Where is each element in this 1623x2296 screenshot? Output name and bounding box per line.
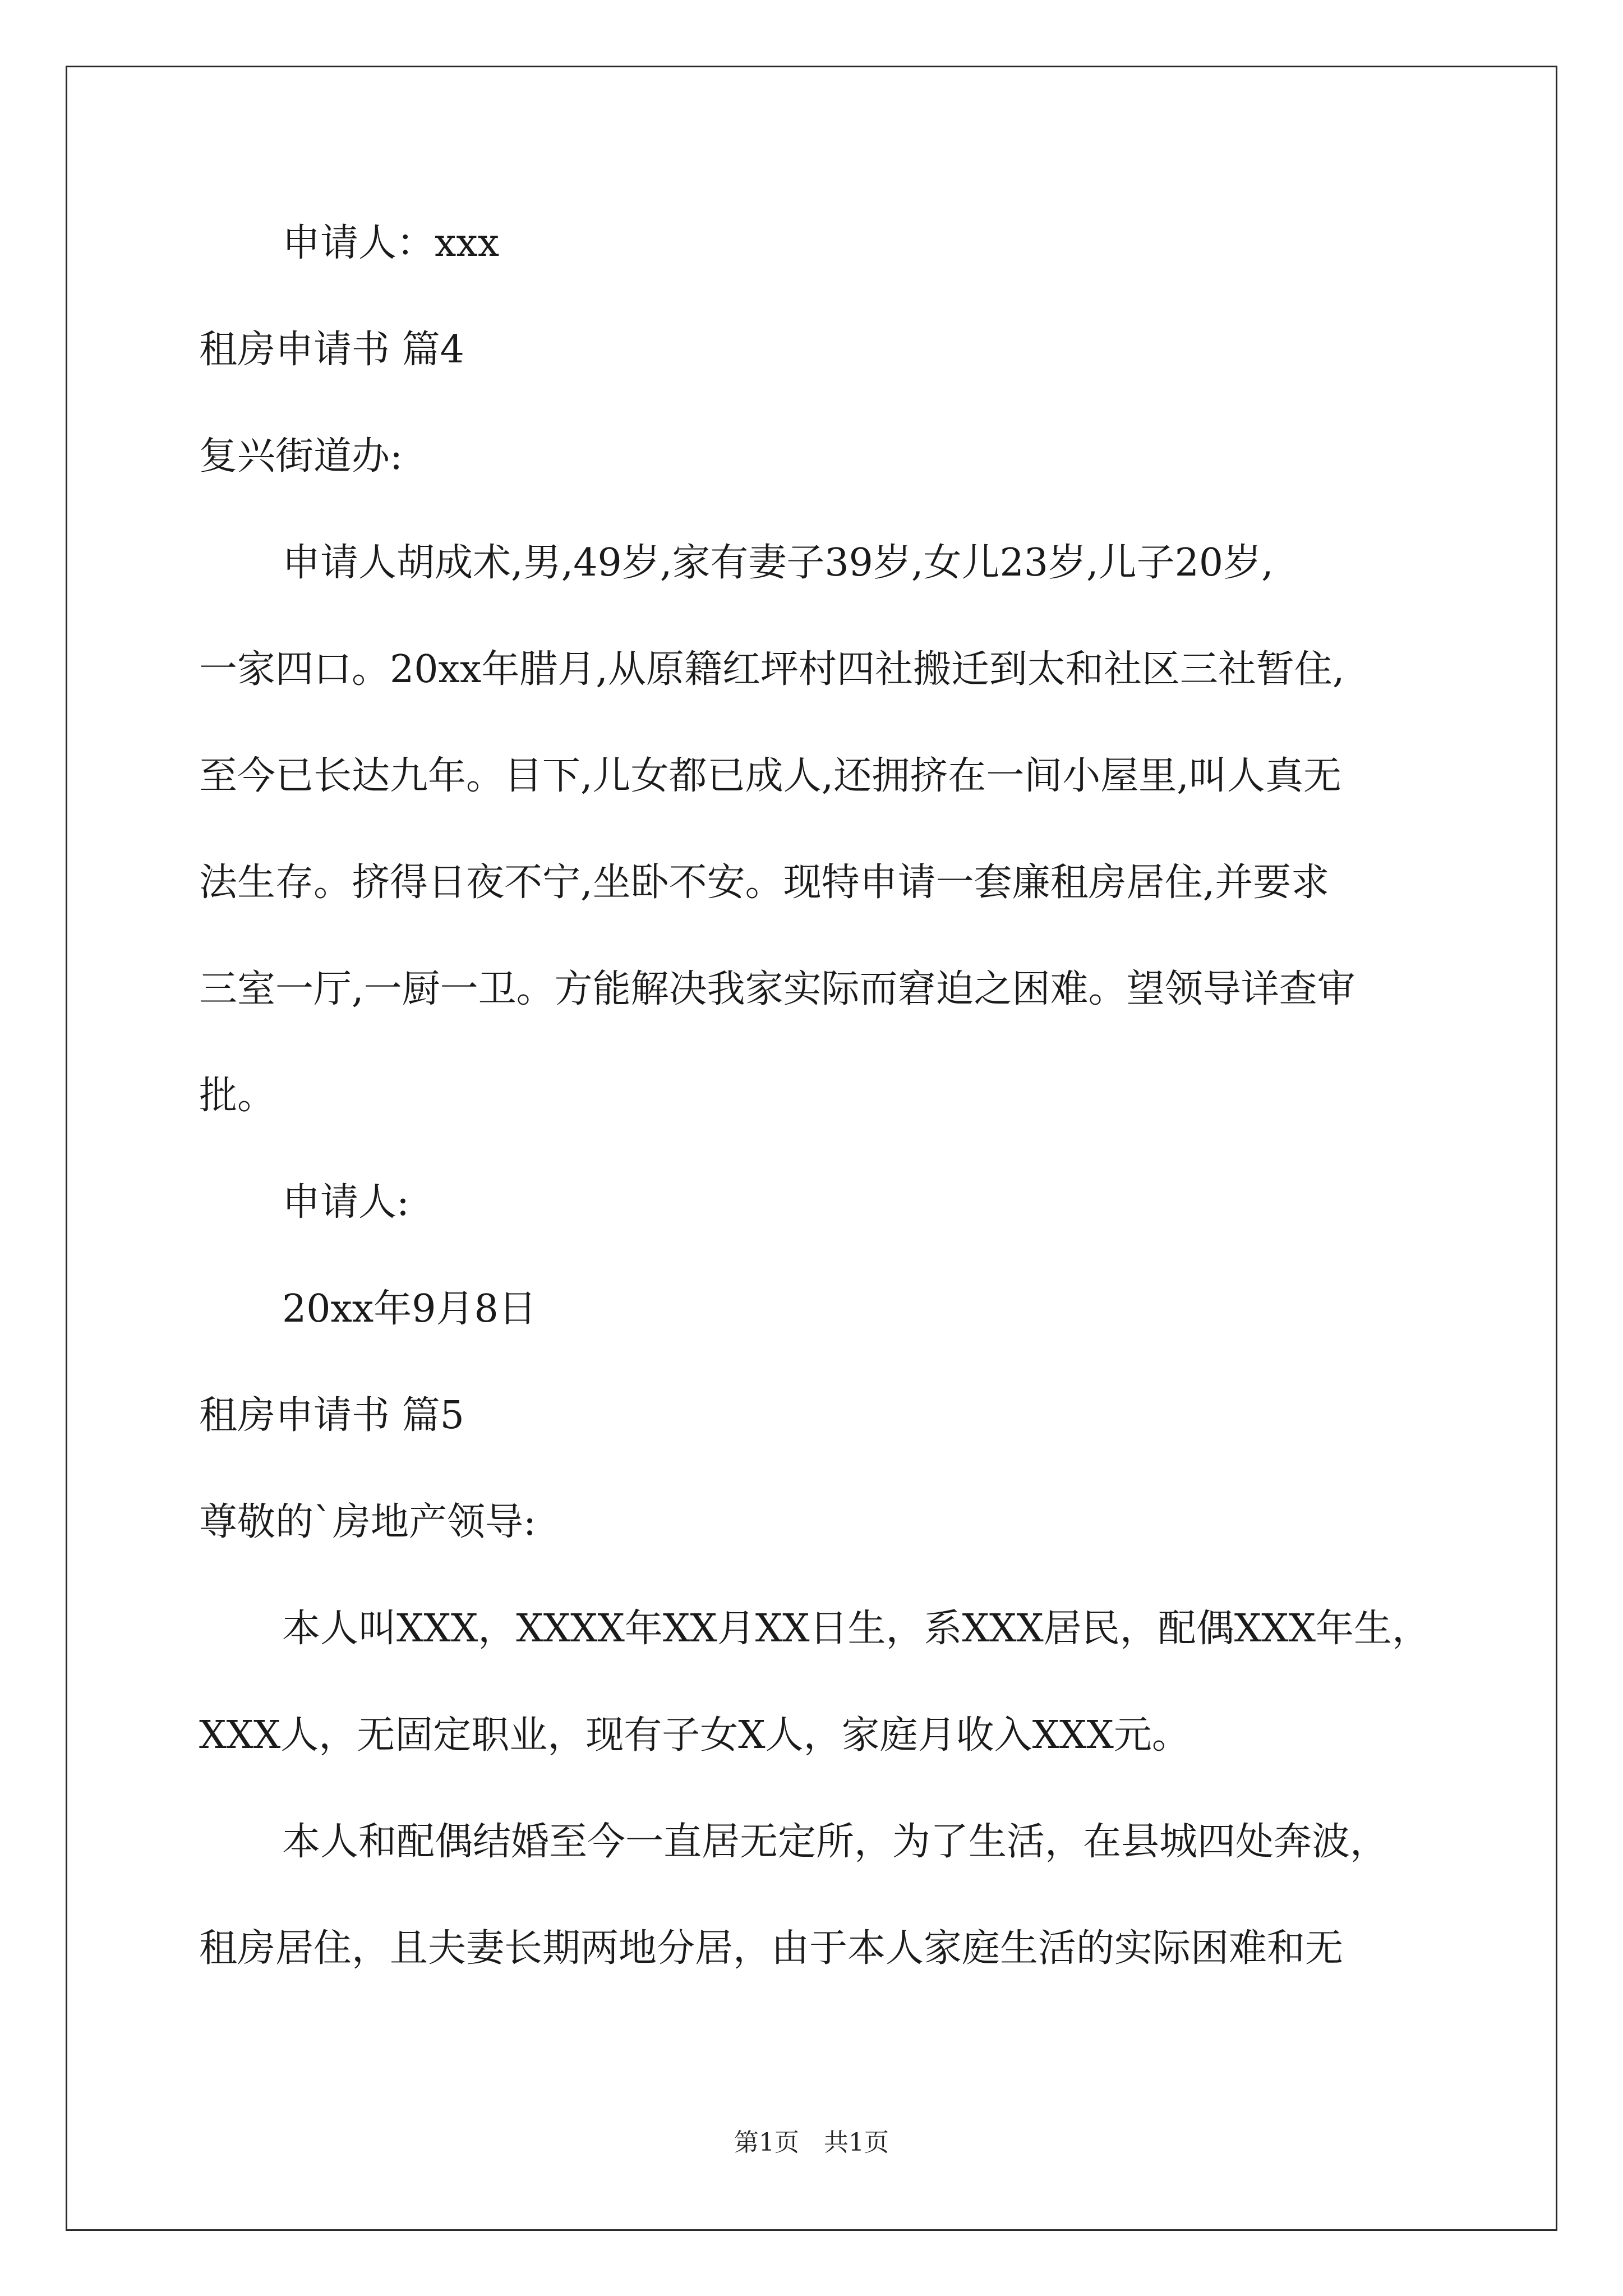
- date-line: 20xx年9月8日: [282, 1287, 537, 1331]
- body-line: 租房居住，且夫妻长期两地分居，由于本人家庭生活的实际困难和无: [199, 1926, 1344, 1971]
- salutation-4: 复兴街道办:: [199, 434, 403, 478]
- body-line: 申请人胡成术,男,49岁,家有妻子39岁,女儿23岁,儿子20岁,: [282, 541, 1274, 585]
- page-border: [66, 66, 1557, 2231]
- body-line: 本人叫XXX，XXXX年XX月XX日生，系XXX居民，配偶XXX年生，: [282, 1607, 1430, 1651]
- section-heading-5: 租房申请书 篇5: [199, 1393, 464, 1438]
- applicant-signature: 申请人:: [282, 1180, 409, 1225]
- section-heading-4: 租房申请书 篇4: [199, 328, 464, 372]
- body-line: 法生存。挤得日夜不宁,坐卧不安。现特申请一套廉租房居住,并要求: [199, 861, 1330, 905]
- page-footer: 第1页 共1页: [734, 2128, 889, 2157]
- applicant-line-1: 申请人：xxx: [282, 221, 500, 265]
- body-line: 批。: [199, 1074, 276, 1118]
- body-line: 至今已长达九年。目下,儿女都已成人,还拥挤在一间小屋里,叫人真无: [199, 754, 1341, 798]
- body-line: XXX人，无固定职业，现有子女X人，家庭月收入XXX元。: [199, 1713, 1190, 1757]
- body-line: 一家四口。20xx年腊月,从原籍红坪村四社搬迁到太和社区三社暂住,: [199, 647, 1345, 692]
- salutation-5: 尊敬的`房地产领导:: [199, 1500, 536, 1544]
- body-line: 三室一厅,一厨一卫。方能解决我家实际而窘迫之困难。望领导详查审: [199, 967, 1355, 1011]
- body-line: 本人和配偶结婚至今一直居无定所，为了生活，在县城四处奔波，: [282, 1820, 1389, 1864]
